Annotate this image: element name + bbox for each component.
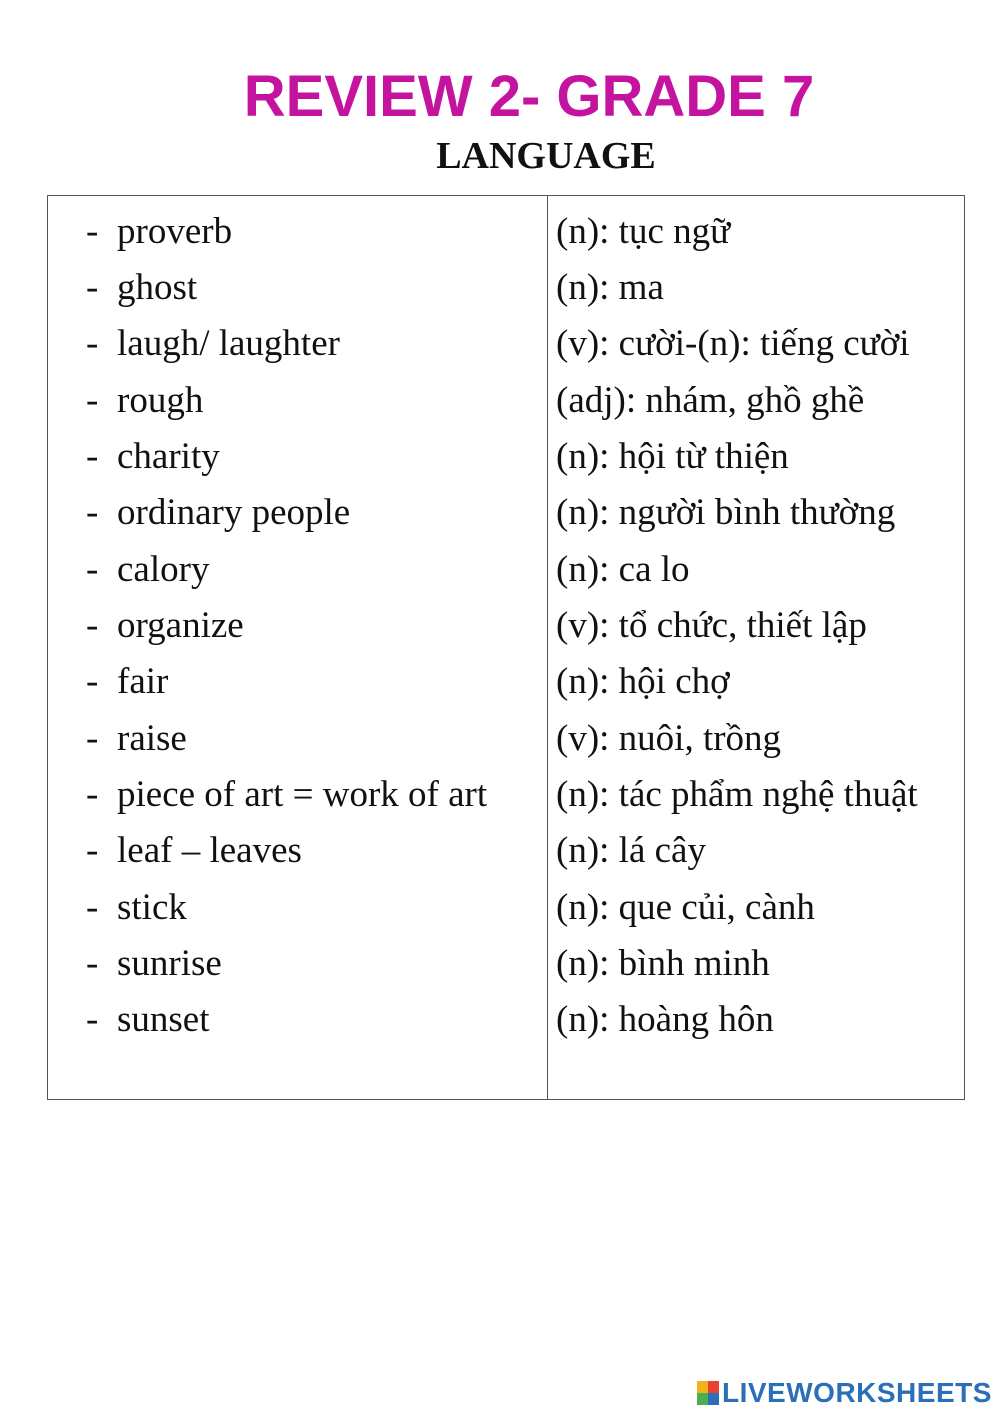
bullet-dash: - [86,774,99,815]
vocab-meaning: (n): hội chợ [556,661,730,702]
vocab-term: charity [117,436,220,477]
vocab-meaning: (n): tác phẩm nghệ thuật [556,774,918,815]
vocab-term: sunrise [117,943,222,984]
vocab-row [48,204,964,260]
vocabulary-table [47,195,965,1100]
vocab-term: piece of art = work of art [117,774,488,815]
logo-square-yellow [697,1381,708,1393]
vocab-term: calory [117,549,210,590]
vocab-meaning: (n): lá cây [556,830,706,871]
vocab-meaning: (v): nuôi, trồng [556,718,782,759]
bullet-dash: - [86,605,99,646]
vocab-meaning: (n): tục ngữ [556,211,731,252]
logo-square-red [708,1381,719,1393]
vocab-meaning: (v): tổ chức, thiết lập [556,605,867,646]
vocab-meaning: (n): người bình thường [556,492,896,533]
vocab-term: proverb [117,211,233,252]
logo-text: LIVEWORKSHEETS [722,1377,992,1408]
bullet-dash: - [86,323,99,364]
section-subtitle: LANGUAGE [436,135,656,177]
logo-square-green [697,1393,708,1405]
vocab-row [48,654,964,710]
vocab-term: laugh/ laughter [117,323,340,364]
logo-square-blue [708,1393,719,1405]
vocab-term: sunset [117,999,210,1040]
vocab-row [48,542,964,598]
bullet-dash: - [86,380,99,421]
vocab-term: raise [117,718,187,759]
vocab-row [48,598,964,654]
bullet-dash: - [86,718,99,759]
vocab-term: leaf – leaves [117,830,302,871]
vocab-term: ghost [117,267,198,308]
bullet-dash: - [86,999,99,1040]
vocab-row [48,767,964,823]
bullet-dash: - [86,211,99,252]
page-title: REVIEW 2- GRADE 7 [243,64,815,129]
vocab-row [48,260,964,316]
bullet-dash: - [86,661,99,702]
liveworksheets-logo-icon [697,1381,719,1405]
bullet-dash: - [86,267,99,308]
bullet-dash: - [86,549,99,590]
liveworksheets-logo[interactable] [697,1378,992,1408]
vocab-term: organize [117,605,244,646]
vocab-term: ordinary people [117,492,351,533]
vocab-row [48,711,964,767]
vocab-term: fair [117,661,169,702]
vocab-row [48,429,964,485]
vocab-row [48,880,964,936]
vocab-row [48,936,964,992]
vocab-meaning: (n): bình minh [556,943,770,984]
vocab-row [48,823,964,879]
vocab-meaning: (n): hội từ thiện [556,436,789,477]
bullet-dash: - [86,436,99,477]
vocab-row [48,373,964,429]
vocab-meaning: (adj): nhám, ghồ ghề [556,380,865,421]
bullet-dash: - [86,830,99,871]
vocab-row [48,992,964,1048]
vocab-meaning: (n): que củi, cành [556,887,815,928]
vocab-meaning: (v): cười-(n): tiếng cười [556,323,910,364]
vocab-term: rough [117,380,204,421]
bullet-dash: - [86,492,99,533]
vocab-meaning: (n): hoàng hôn [556,999,774,1040]
vocab-term: stick [117,887,187,928]
vocab-meaning: (n): ca lo [556,549,690,590]
vocab-row [48,485,964,541]
vocab-meaning: (n): ma [556,267,664,308]
bullet-dash: - [86,887,99,928]
vocab-row [48,316,964,372]
bullet-dash: - [86,943,99,984]
